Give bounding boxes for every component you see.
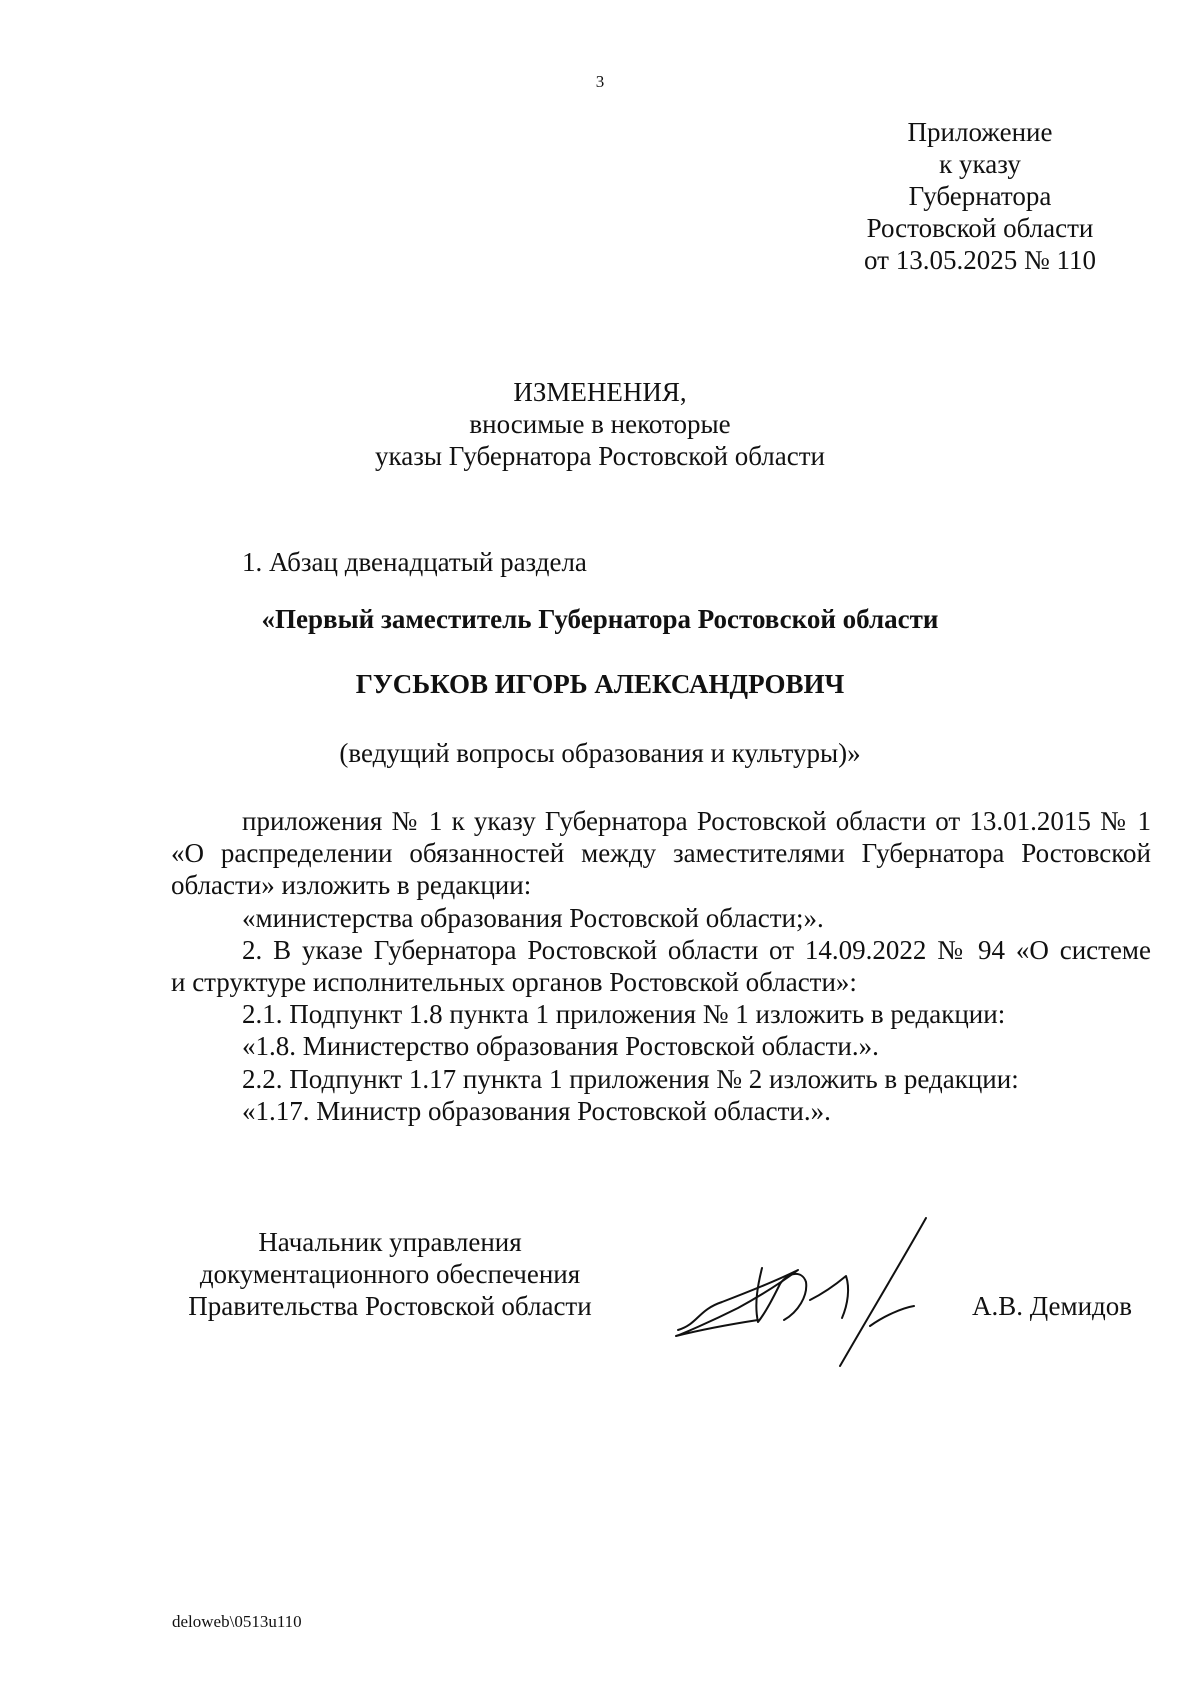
heading-subtitle: вносимые в некоторые	[469, 409, 731, 439]
quote-person-name: ГУСЬКОВ ИГОРЬ АЛЕКСАНДРОВИЧ	[355, 669, 845, 699]
heading-subtitle: указы Губернатора Ростовской области	[375, 441, 825, 471]
quote-position-title: «Первый заместитель Губернатора Ростовской области	[261, 604, 939, 634]
appendix-line: Приложение	[907, 117, 1053, 147]
signature-position-line: Начальник управления	[258, 1227, 522, 1257]
page-number: 3	[595, 72, 605, 91]
handwritten-signature	[670, 1204, 970, 1374]
body-line: «1.8. Министерство образования Ростовской области.».	[242, 1031, 879, 1062]
appendix-line: Губернатора	[908, 181, 1052, 211]
body-line: и структуре исполнительных органов Ростовской области»:	[171, 967, 857, 998]
body-line: «министерства образования Ростовской области;».	[242, 902, 824, 933]
body-line: 2.2. Подпункт 1.17 пункта 1 приложения № 2 изложить в редакции:	[242, 1063, 1019, 1094]
body-line: «О распределении обязанностей между заместителями Губернатора Ростовской	[171, 838, 1151, 869]
item-1-intro: 1. Абзац двенадцатый раздела	[242, 547, 587, 577]
body-line: области» изложить в редакции:	[171, 870, 532, 901]
body-line: 2.1. Подпункт 1.8 пункта 1 приложения № 1 изложить в редакции:	[242, 999, 1006, 1030]
quote-note: (ведущий вопросы образования и культуры)»	[339, 738, 861, 768]
document-body	[171, 805, 1151, 1127]
appendix-line: к указу	[939, 149, 1021, 179]
document-heading	[0, 376, 1200, 472]
appendix-line: от 13.05.2025 № 110	[864, 245, 1096, 275]
body-line: приложения № 1 к указу Губернатора Ростовской области от 13.01.2015 № 1	[242, 806, 1151, 836]
signature-position-line: документационного обеспечения	[199, 1259, 581, 1289]
heading-title: ИЗМЕНЕНИЯ,	[513, 377, 687, 407]
signer-name: А.В. Демидов	[972, 1291, 1133, 1321]
signature-position-line: Правительства Ростовской области	[188, 1291, 592, 1321]
appendix-line: Ростовской области	[866, 213, 1094, 243]
body-line: «1.17. Министр образования Ростовской области.».	[242, 1095, 831, 1126]
signature-position	[170, 1226, 610, 1322]
appendix-header	[820, 116, 1140, 276]
body-line: 2. В указе Губернатора Ростовской области от 14.09.2022 № 94 «О системе	[242, 934, 1151, 965]
document-code: deloweb\0513u110	[172, 1612, 302, 1631]
